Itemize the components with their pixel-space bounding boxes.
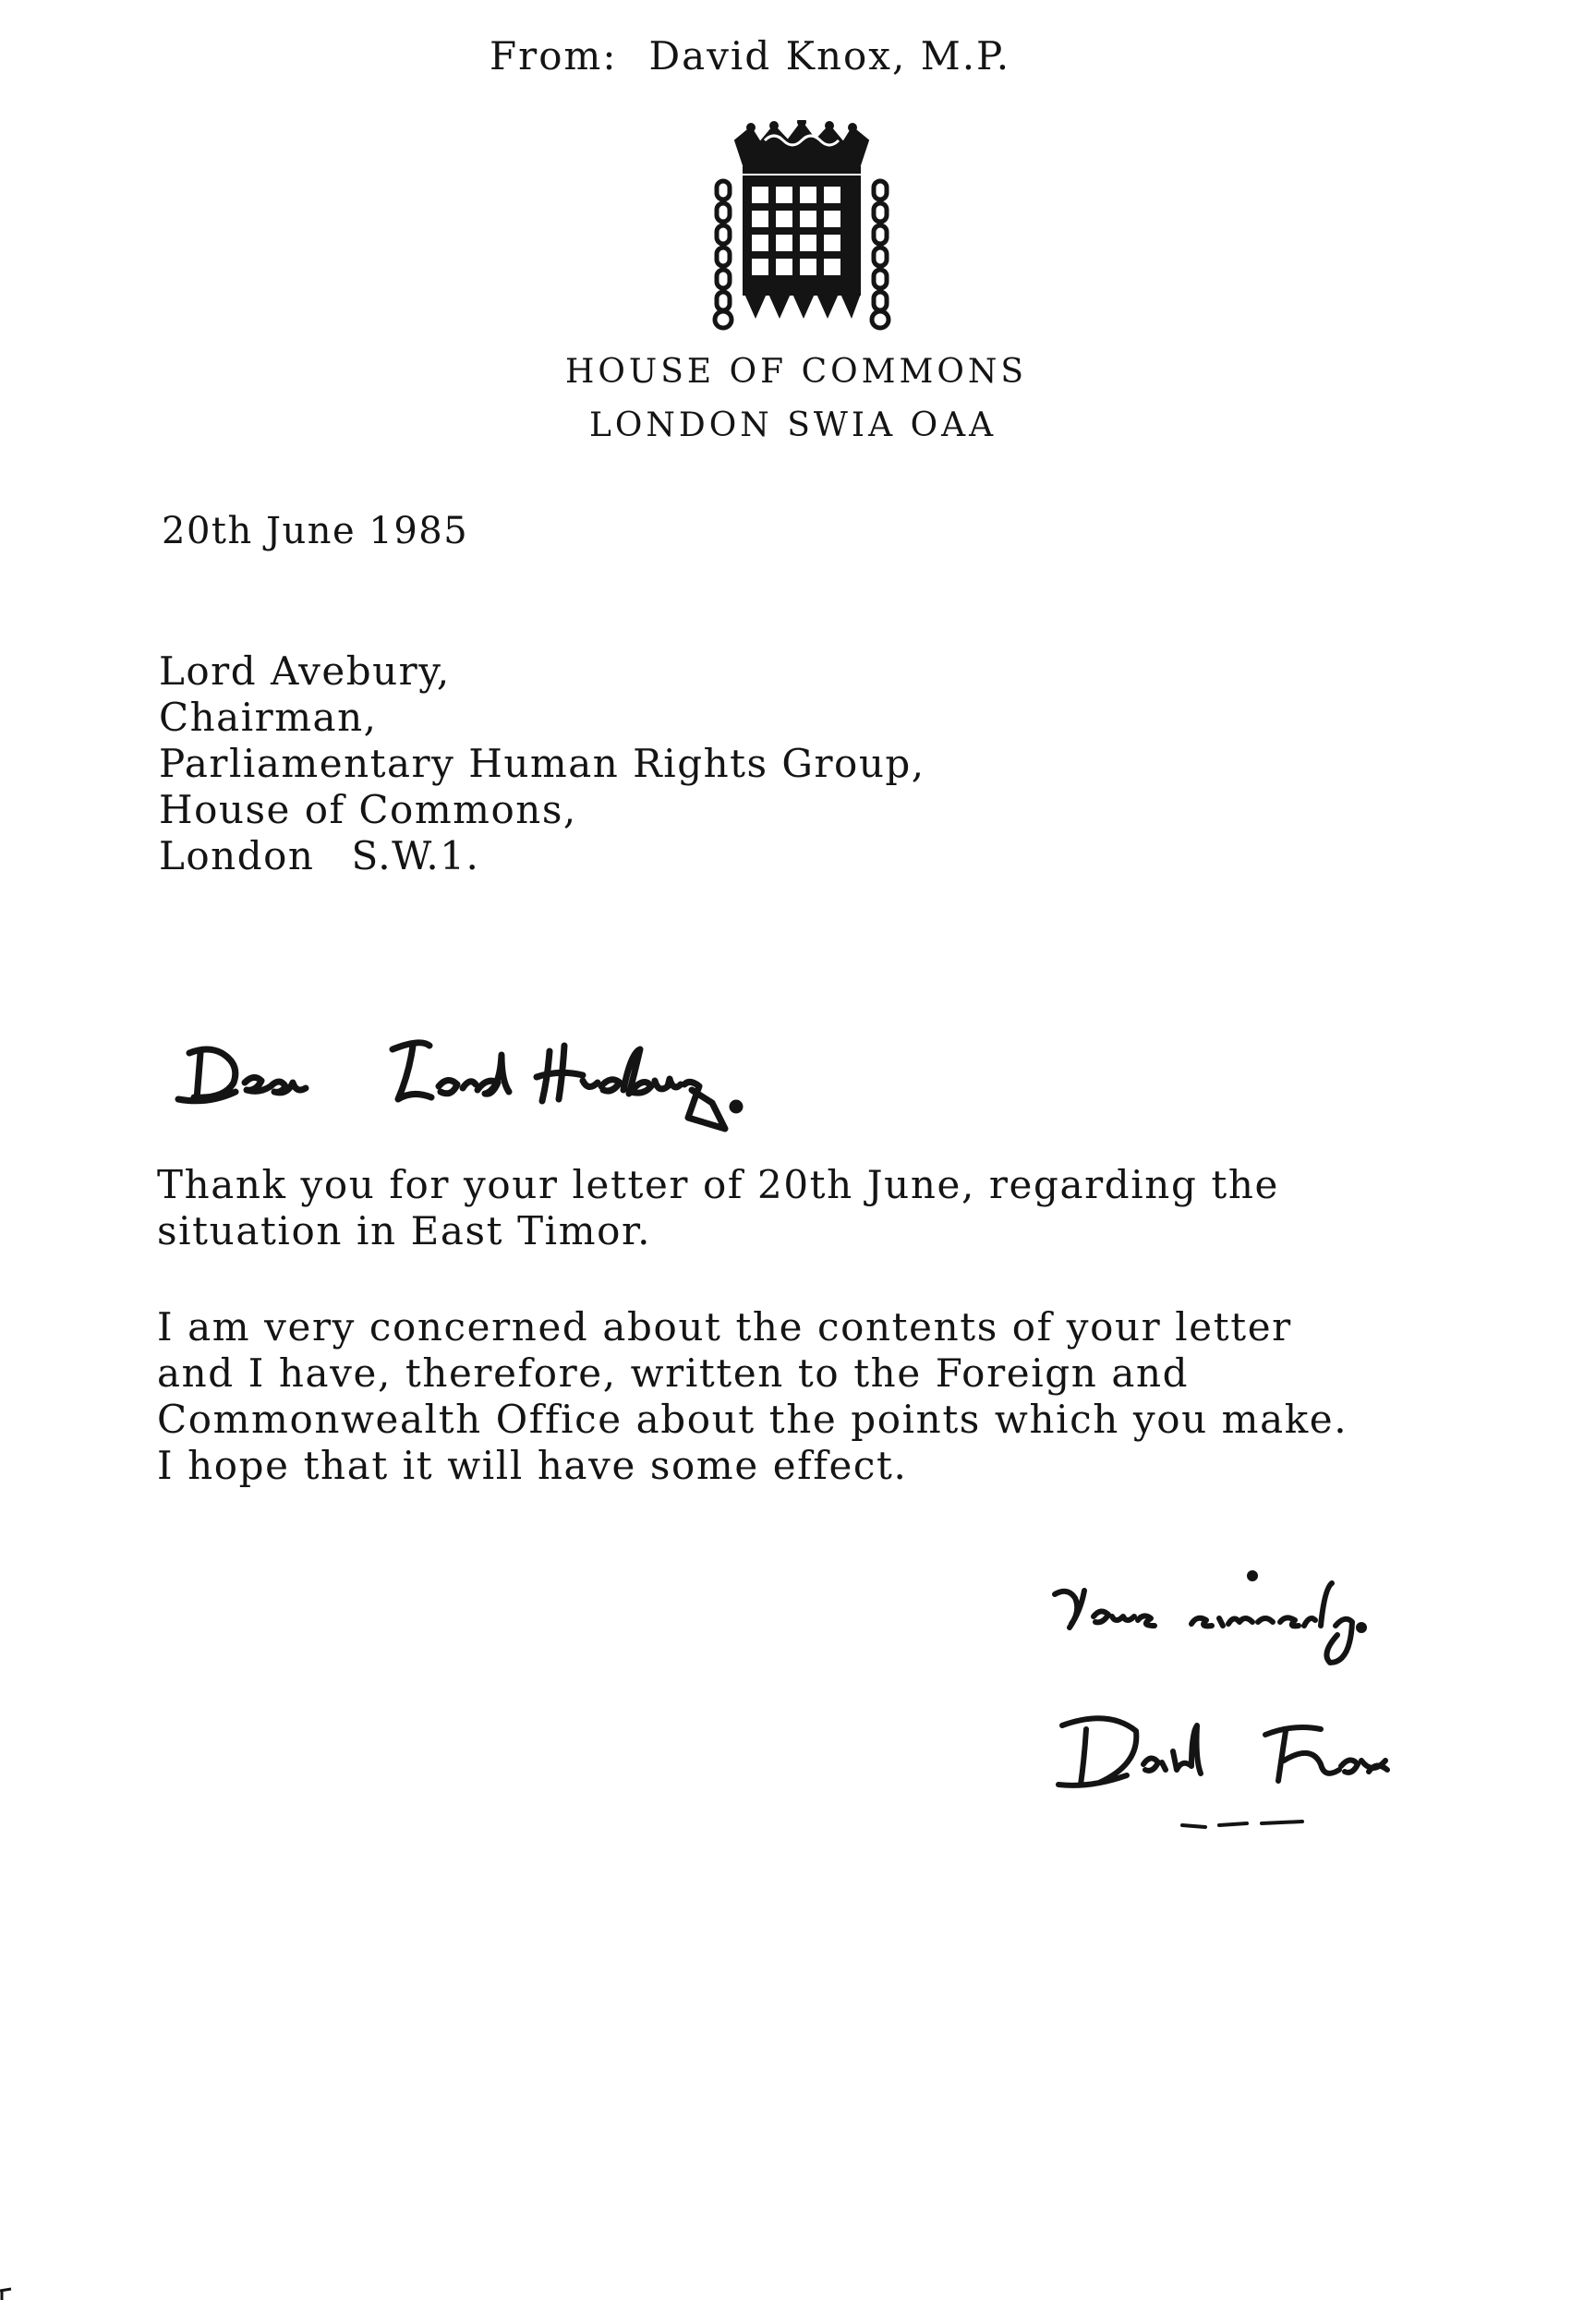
body-line: I hope that it will have some effect. [157,1443,908,1488]
body-paragraph-2 [157,1304,1348,1489]
recipient-address [159,648,925,879]
portcullis-icon [709,120,894,333]
letter-date: 20th June 1985 [162,510,469,552]
recipient-line: Chairman, [159,695,378,740]
scan-corner-mark [0,2287,15,2300]
from-name: David Knox, M.P. [648,33,1011,79]
body-line: situation in East Timor. [157,1208,652,1253]
recipient-city: London [159,833,315,878]
from-label: From: [490,33,618,79]
signature-text [0,0,1,1]
body-line: Thank you for your letter of 20th June, regarding the [157,1162,1279,1207]
handwritten-closing-signature [1044,1570,1579,1875]
organization-address: LONDON SWIA OAA [589,406,998,444]
recipient-line: Parliamentary Human Rights Group, [159,741,925,786]
recipient-line: Lord Avebury, [159,648,451,694]
from-line [490,33,1010,79]
body-line: Commonwealth Office about the points which you make. [157,1397,1348,1442]
body-paragraph-1 [157,1162,1279,1254]
organization-name: HOUSE OF COMMONS [565,353,1028,391]
recipient-postcode: S.W.1. [351,833,480,878]
body-line: and I have, therefore, written to the Foreign and [157,1350,1190,1396]
body-line: I am very concerned about the contents of your letter [157,1304,1292,1350]
recipient-line: House of Commons, [159,787,577,832]
recipient-line [159,833,925,879]
handwritten-salutation [171,1025,873,1155]
